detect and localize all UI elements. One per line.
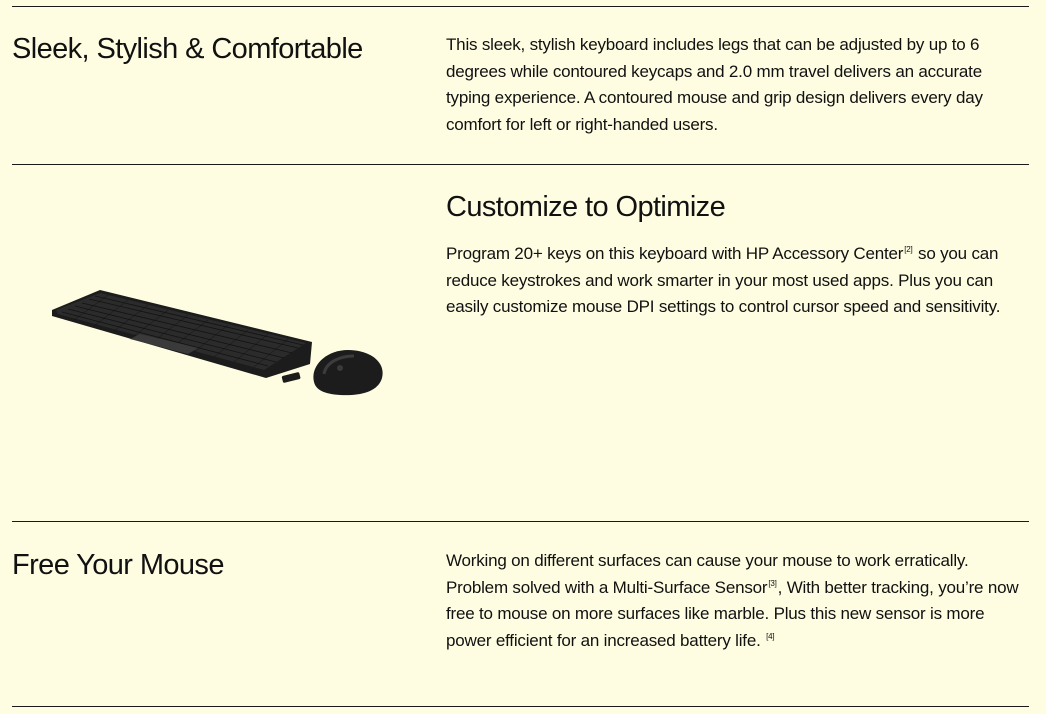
section-body-free-mouse	[446, 548, 1030, 654]
divider-bottom	[12, 706, 1029, 707]
footnote-4[interactable]: [4]	[766, 631, 775, 641]
footnote-2[interactable]: [2]	[904, 245, 913, 254]
section-body-free-mouse-part1: Working on different surfaces can cause your mouse to work erratically. Problem solved with a Multi-Surface Sensor	[446, 551, 969, 597]
footnote-3[interactable]: [3]	[768, 578, 777, 588]
mouse-logo	[337, 365, 343, 371]
keyboard-mouse-image	[48, 286, 388, 402]
section-body-customize-part2: so you can reduce keystrokes and work smarter in your most used apps. Plus you can easily customize mouse DPI settings to control cursor speed and sensitivity.	[446, 244, 1001, 317]
divider-1	[12, 164, 1029, 165]
section-title-free-mouse: Free Your Mouse	[12, 549, 224, 581]
section-body-sleek: This sleek, stylish keyboard includes legs that can be adjusted by up to 6 degrees while contoured keycaps and 2.0 mm travel delivers an accurate typing experience. A contoured mouse and grip design delivers every day comfort for left or right-handed users.	[446, 35, 983, 134]
divider-2	[12, 521, 1029, 522]
section-body-customize-part1: Program 20+ keys on this keyboard with HP Accessory Center	[446, 244, 904, 263]
divider-top	[12, 6, 1029, 7]
section-body-free-mouse-part2: , With better tracking, you’re now free to mouse on more surfaces like marble. Plus this new sensor is more power efficient for an increased battery life.	[446, 577, 1019, 650]
section-body-customize	[446, 241, 1030, 321]
section-title-sleek: Sleek, Stylish & Comfortable	[12, 33, 363, 65]
usb-dongle	[282, 372, 301, 383]
section-title-customize: Customize to Optimize	[446, 191, 726, 223]
